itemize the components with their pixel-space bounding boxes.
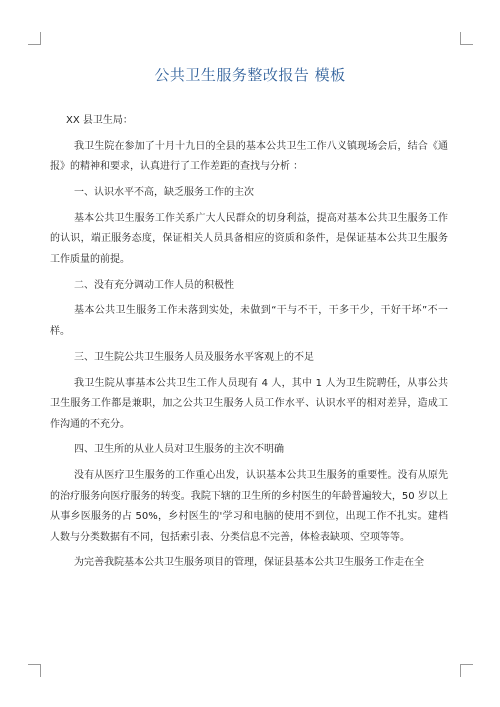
paragraph-intro: 我卫生院在参加了十月十九日的全县的基本公共卫生工作八义镇现场会后，结合《通报》的精神和要求，认真进行了工作差距的查找与分析 ： bbox=[50, 140, 448, 173]
paragraph-5: 为完善我院基本公共卫生服务项目的管理，保证县基本公共卫生服务工作走在全 bbox=[74, 557, 424, 569]
paragraph-3: 我卫生院从事基本公共卫生工作人员现有 4 人，其中 1 人为卫生院聘任，从事公共卫生服务工作都是兼职，加之公共卫生服务人员工作水平、认识水平的相对差异，造成工作沟通的不充分。 bbox=[50, 377, 448, 430]
heading-4: 四、卫生所的从业人员对卫生服务的主次不明确 bbox=[74, 444, 284, 456]
heading-2: 二、没有充分调动工作人员的积极性 bbox=[74, 279, 234, 291]
crop-mark-bottom-right bbox=[460, 664, 473, 677]
document-title: 公共卫生服务整改报告 模板 bbox=[154, 66, 346, 84]
paragraph-1: 基本公共卫生服务工作关系广大人民群众的切身利益，提高对基本公共卫生服务工作的认识，端正服务态度，保证相关人员具备相应的资质和条件，是保证基本公共卫生服务工作质量的前提。 bbox=[50, 212, 448, 265]
crop-mark-top-right bbox=[460, 32, 473, 45]
paragraph-4: 没有从医疗卫生服务的工作重心出发，认识基本公共卫生服务的重要性。没有从原先的治疗服务向医疗服务的转变。我院下辖的卫生所的乡村医生的年龄普遍较大，50 岁以上从事乡医服务的占 50%，乡村医生的'学习和电脑的使用不到位，出现工作不扎实。建档人数与分类数据有不同，包括索引表、分类信息不完善，体检表缺项、空项等等。 bbox=[50, 470, 448, 543]
heading-3: 三、卫生院公共卫生服务人员及服务水平客观上的不足 bbox=[74, 351, 314, 363]
salutation: XX 县卫生局： bbox=[66, 115, 133, 126]
document-body bbox=[50, 111, 448, 579]
paragraph-2: 基本公共卫生服务工作未落到实处，未做到“干与不干，干多干少，干好干坏”不一样。 bbox=[50, 305, 448, 337]
crop-mark-top-left bbox=[28, 32, 41, 45]
crop-mark-bottom-left bbox=[28, 664, 41, 677]
heading-1: 一、认识水平不高，缺乏服务工作的主次 bbox=[74, 187, 254, 199]
